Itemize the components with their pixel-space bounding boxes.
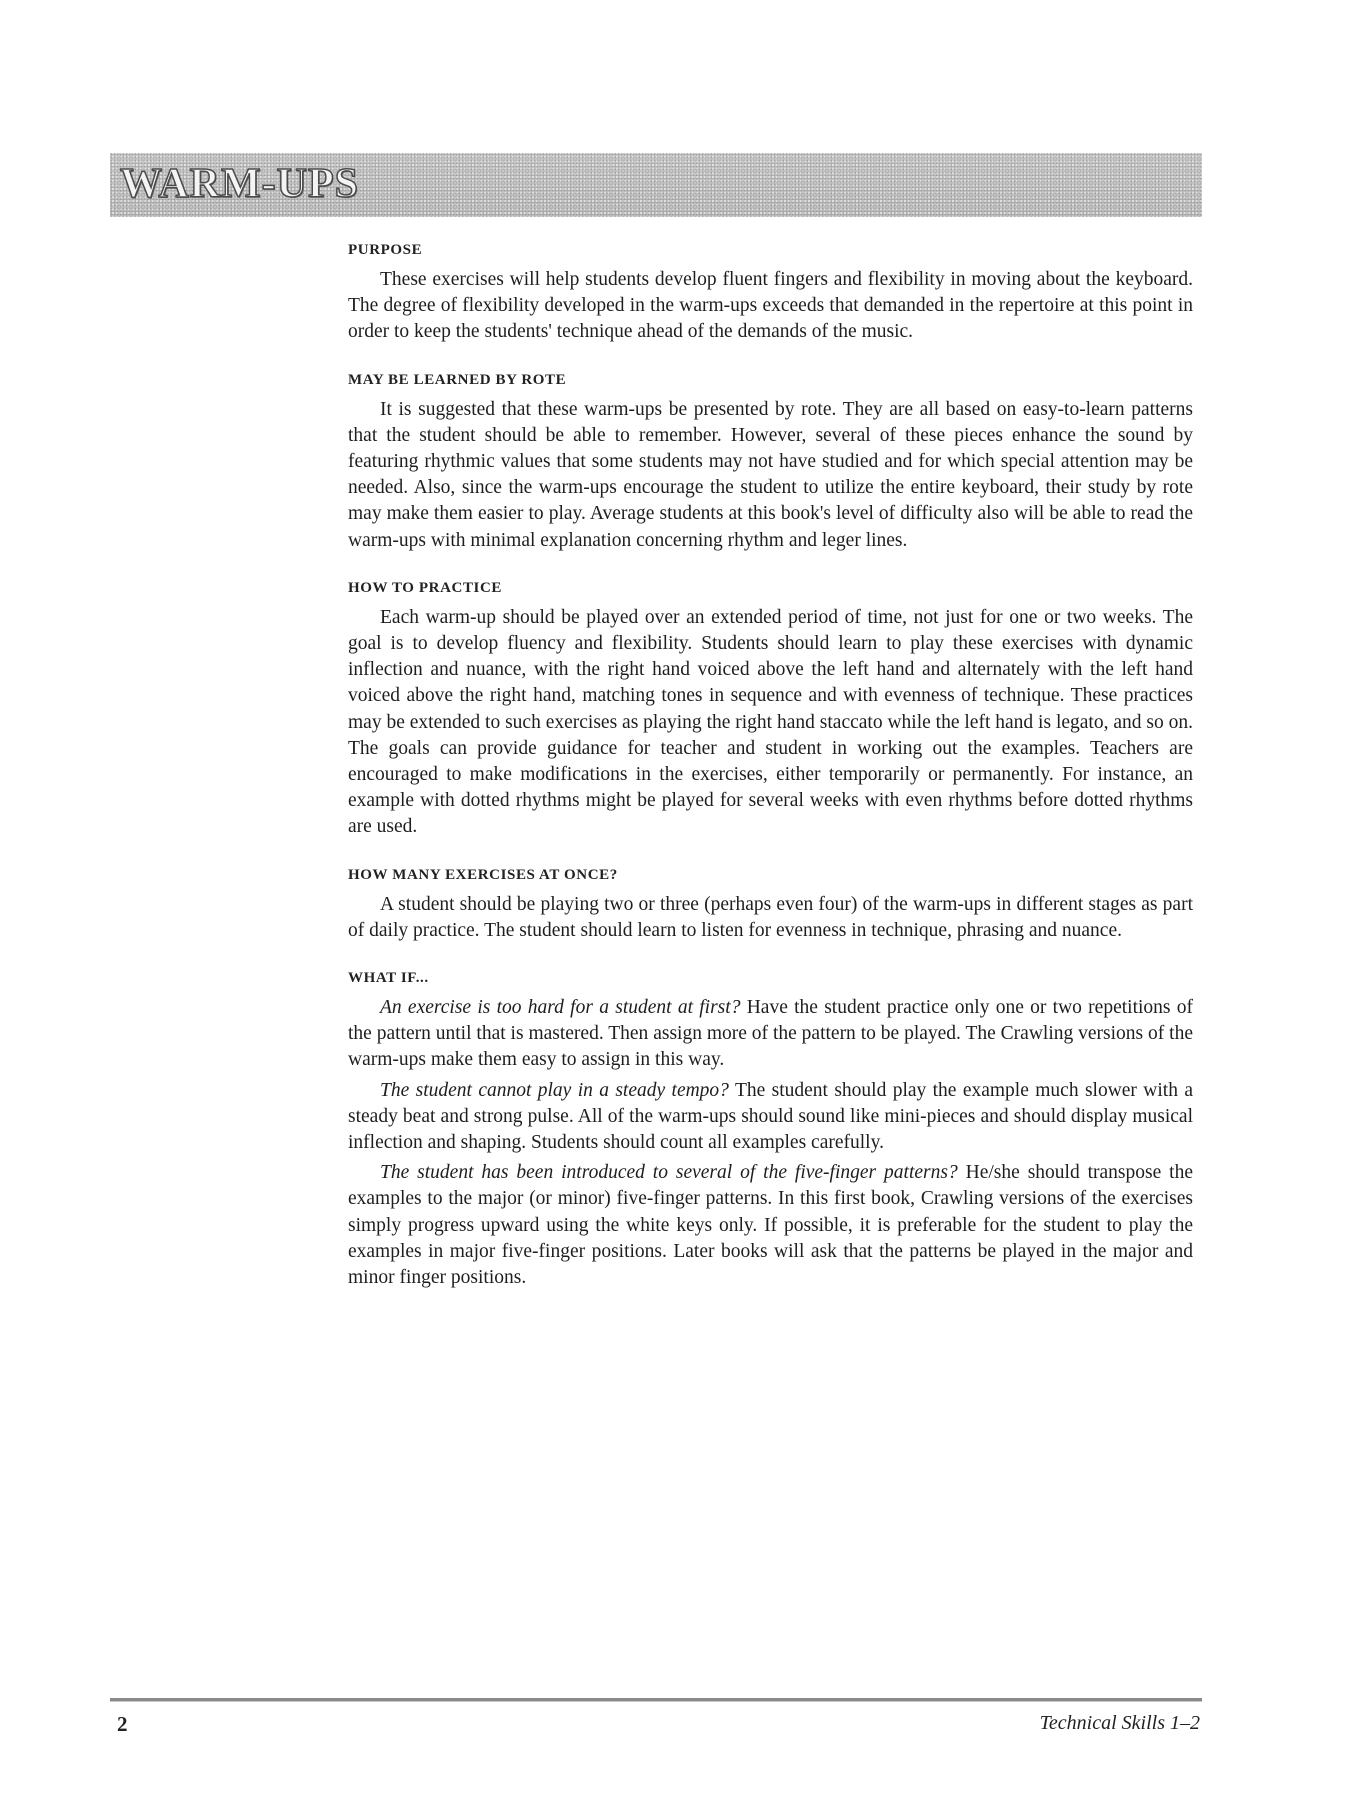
paragraph-text: It is suggested that these warm-ups be presented by rote. They are all based on easy-to-learn patterns that the student should be able to remember. However, several of these pieces enhance the sound by featuring rhythmic values that some students may not have studied and for which special attention may be needed. Also, since the warm-ups encourage the student to utilize the entire keyboard, their study by rote may make them easier to play. Average students at this book's level of difficulty also will be able to read the warm-ups with minimal explanation concerning rhythm and leger lines. (348, 398, 1193, 551)
paragraph-text: Each warm-up should be played over an extended period of time, not just for one or two weeks. The goal is to develop fluency and flexibility. Students should learn to play these exercises with dynamic inflection and nuance, with the right hand voiced above the left hand and alternately with the left hand voiced above the right hand, matching tones in sequence and with evenness of technique. These practices may be extended to such exercises as playing the right hand staccato while the left hand is legato, and so on. The goals can provide guidance for teacher and student in working out the examples. Teachers are encouraged to make modifications in the exercises, either temporarily or permanently. For instance, an example with dotted rhythms might be played for several weeks with even rhythms before dotted rhythms are used. (348, 606, 1193, 838)
footer-book-title: Technical Skills 1–2 (1039, 1712, 1200, 1734)
paragraph (348, 397, 1193, 554)
main-content (348, 237, 1193, 1312)
paragraph-lead: The student has been introduced to several of the five-finger patterns? (380, 1162, 958, 1184)
footer-rule (110, 1698, 1202, 1702)
paragraph-lead: An exercise is too hard for a student at first? (380, 997, 741, 1019)
section-how-to-practice (348, 575, 1193, 841)
section-how-many (348, 862, 1193, 944)
paragraph (348, 605, 1193, 841)
section-heading: HOW MANY EXERCISES AT ONCE? (348, 866, 618, 883)
paragraph-text: Have the student practice only one or two repetitions of the pattern until that is mastered. Then assign more of the pattern to be played. The Crawling versions of the warm-ups make them easy to assign in this way. (348, 997, 1194, 1071)
page-number: 2 (117, 1712, 128, 1736)
paragraph-text: A student should be playing two or three (perhaps even four) of the warm-ups in different stages as part of daily practice. The student should learn to listen for evenness in technique, phrasing and nuance. (348, 893, 1193, 941)
paragraph (348, 995, 1193, 1074)
paragraph (348, 1160, 1193, 1291)
paragraph (348, 267, 1193, 346)
section-heading: HOW TO PRACTICE (348, 579, 503, 596)
paragraph (348, 1078, 1193, 1157)
section-heading: WHAT IF... (348, 970, 429, 987)
paragraph-text: The student should play the example much slower with a steady beat and strong pulse. All of the warm-ups should sound like mini-pieces and should display musical inflection and shaping. Students should count all examples carefully. (348, 1079, 1193, 1154)
page-title: WARM-UPS (120, 161, 359, 207)
section-rote (348, 367, 1193, 554)
paragraph-text: He/she should transpose the examples to the major (or minor) five-finger patterns. In this first book, Crawling versions of the exercises simply progress upward using the white keys only. If possible, it is preferable for the student to play the examples in major five-finger positions. Later books will ask that the patterns be played in the major and minor finger positions. (348, 1162, 1193, 1289)
section-heading: PURPOSE (348, 242, 423, 258)
section-heading: MAY BE LEARNED BY ROTE (348, 371, 567, 388)
section-what-if (348, 965, 1193, 1291)
paragraph-text: These exercises will help students develop fluent fingers and flexibility in moving about the keyboard. The degree of flexibility developed in the warm-ups exceeds that demanded in the repertoire at this point in order to keep the students' technique ahead of the demands of the music. (348, 269, 1193, 343)
section-purpose (348, 237, 1193, 346)
paragraph-lead: The student cannot play in a steady tempo? (380, 1079, 729, 1101)
paragraph (348, 892, 1193, 944)
